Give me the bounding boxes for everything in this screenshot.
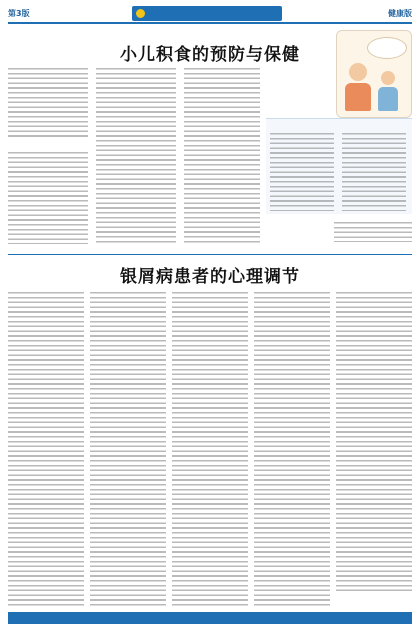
sidebar-col-1: [270, 133, 334, 211]
masthead: [132, 6, 282, 21]
article-1-sidebar: [266, 118, 412, 214]
header-rule: [8, 22, 412, 24]
article-2-col-2: [90, 292, 166, 606]
article-2-col-4: [254, 292, 330, 606]
article-2-headline: 银屑病患者的心理调节: [120, 267, 300, 287]
page-number: 第3版: [8, 9, 30, 18]
adult-figure-icon: [349, 63, 367, 81]
sidebar-col-2: [342, 133, 406, 211]
child-figure-icon: [381, 71, 395, 85]
article-1-col-1a: [8, 68, 88, 138]
article-2-col-1: [8, 292, 84, 606]
newspaper-logo-icon: [136, 9, 145, 18]
section-name: 健康版: [388, 9, 412, 18]
article-2-col-3: [172, 292, 248, 606]
adult-figure-body: [345, 83, 371, 111]
article-1-col-3: [184, 68, 260, 244]
child-figure-body: [378, 87, 398, 111]
article-1-col-2: [96, 68, 176, 244]
article-2-col-5: [336, 292, 412, 592]
parent-child-illustration: [336, 30, 412, 118]
speech-bubble-icon: [367, 37, 407, 59]
page-footer: [8, 612, 412, 624]
article-1-headline: 小儿积食的预防与保健: [120, 45, 300, 65]
article-1-col-1b: [8, 152, 88, 244]
article-divider: [8, 254, 412, 255]
newspaper-page: [8, 6, 412, 624]
page-header: [8, 6, 412, 24]
article-1-col-4-tail: [334, 222, 412, 242]
